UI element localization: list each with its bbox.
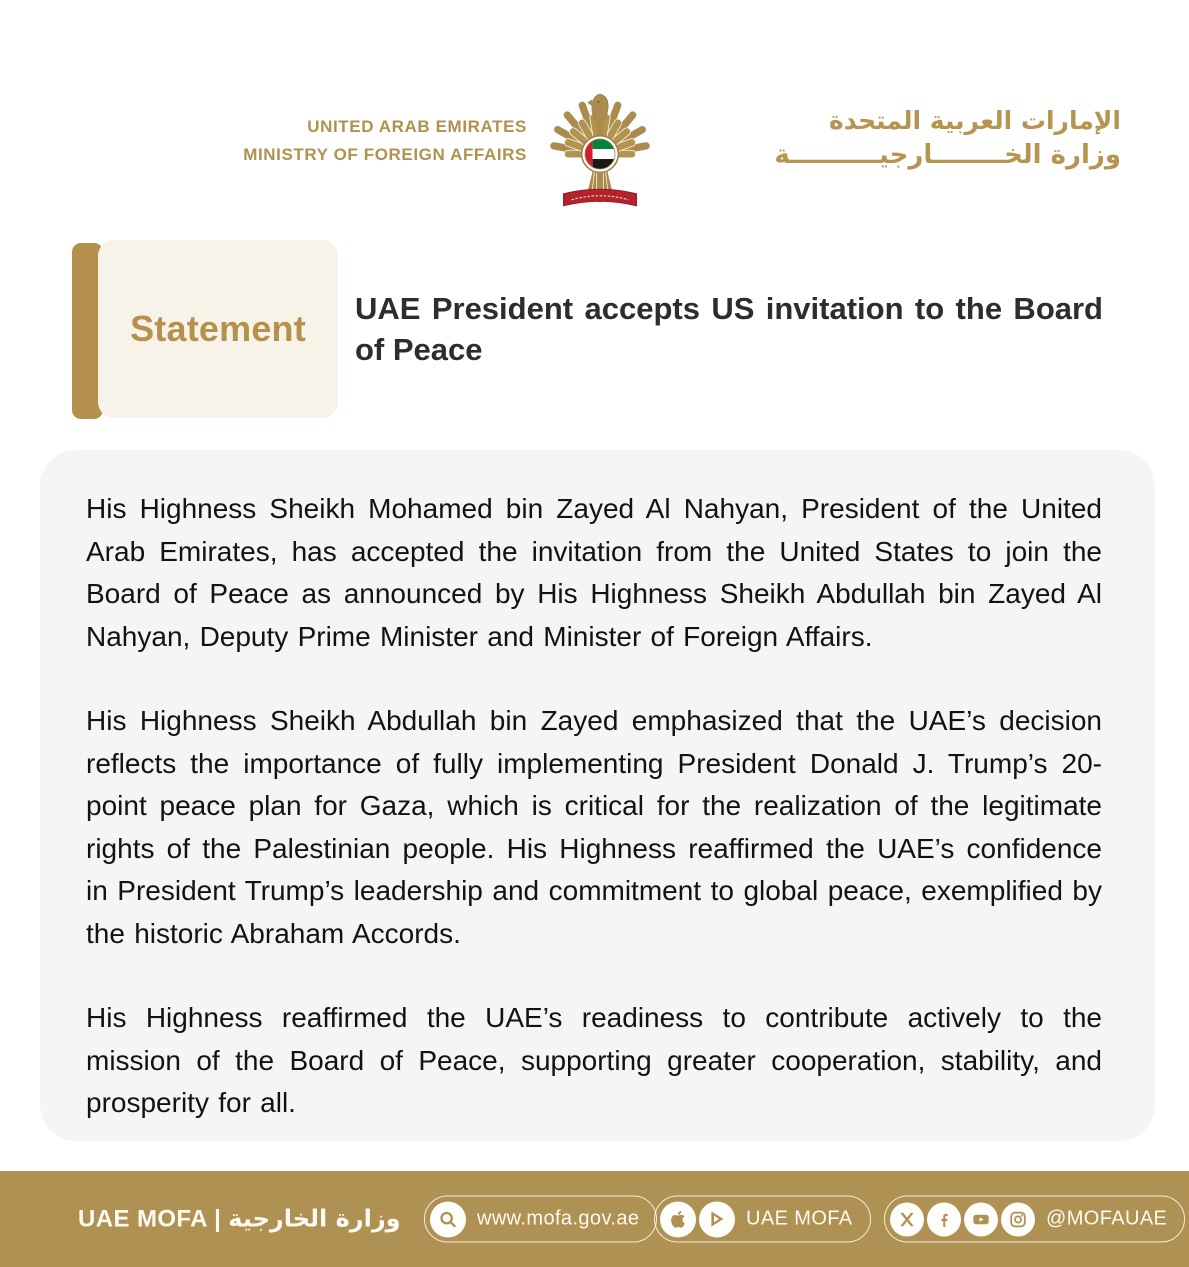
footer-bar [0,1171,1189,1267]
app-stores-label: UAE MOFA [746,1207,853,1230]
footer-brand-separator: | [214,1205,222,1233]
search-icon [430,1201,466,1237]
org-en-line2: MINISTRY OF FOREIGN AFFAIRS [243,145,527,164]
org-ar-line1: الإمارات العربية المتحدة [828,106,1121,135]
body-paragraph: His Highness Sheikh Mohamed bin Zayed Al Nahyan, President of the United Arab Emirates, has accepted the invitation from the United States to join the Board of Peace as announced by His Highness Sheikh Abdullah bin Zayed Al Nahyan, Deputy Prime Minister and Minister of Foreign Affairs. [86,493,1102,652]
social-links[interactable] [884,1196,1185,1243]
statement-badge-label: Statement [130,308,306,349]
ministry-name-arabic [655,103,1121,173]
footer-brand-ar: وزارة الخارجية [228,1204,401,1233]
statement-body-panel [40,450,1155,1141]
statement-badge [98,240,338,418]
body-paragraph: His Highness reaffirmed the UAE’s readiness to contribute actively to the mission of the Board of Peace, supporting greater cooperation, stability, and prosperity for all. [86,1002,1102,1118]
apple-icon [660,1201,696,1237]
facebook-icon [927,1202,961,1236]
header [0,0,1189,240]
footer-brand-en: UAE MOFA [78,1205,207,1233]
org-en-line1: UNITED ARAB EMIRATES [307,117,527,136]
website-link[interactable] [424,1196,657,1243]
app-stores-link[interactable] [654,1196,871,1243]
body-paragraph: His Highness Sheikh Abdullah bin Zayed emphasized that the UAE’s decision reflects the importance of fully implementing President Donald J. Trump’s 20-point peace plan for Gaza, which is critical for the realization of the legitimate rights of the Palestinian people. His Highness reaffirmed the UAE’s confidence in President Trump’s leadership and commitment to global peace, exemplified by the historic Abraham Accords. [86,705,1102,949]
ministry-name-english [243,113,527,169]
org-ar-line2: وزارة الخــــــــارجيــــــــــة [774,140,1121,170]
instagram-icon [1001,1202,1035,1236]
footer-brand [78,1205,401,1234]
x-icon [890,1202,924,1236]
youtube-icon [964,1202,998,1236]
social-handle: @MOFAUAE [1046,1207,1168,1230]
page-title: UAE President accepts US invitation to the Board of Peace [355,291,1103,367]
google-play-icon [699,1201,735,1237]
uae-falcon-emblem-icon [549,94,651,218]
website-url: www.mofa.gov.ae [477,1207,640,1230]
